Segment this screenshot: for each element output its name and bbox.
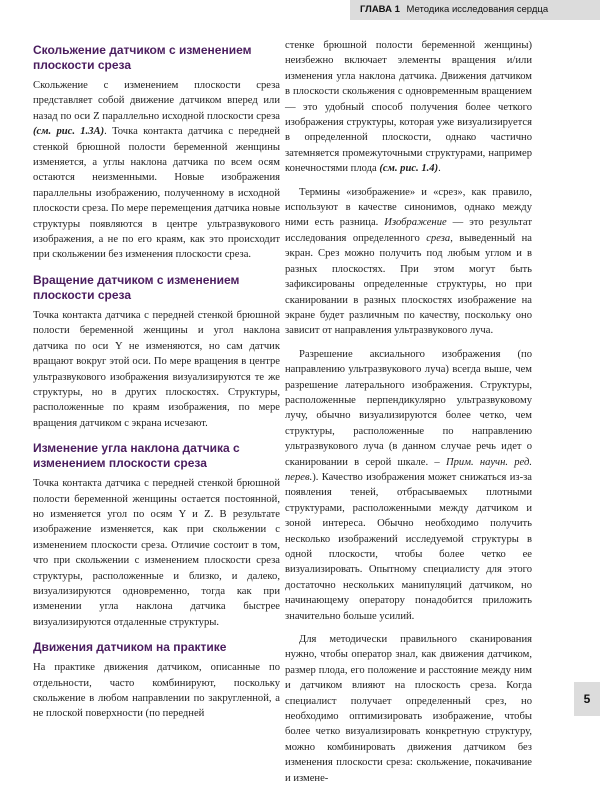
paragraph [285, 38, 532, 177]
section-tilt-with-plane-change [33, 441, 280, 630]
paragraph-text: ). Качество изображения может снижаться из-за появления теней, отбрасываемых плотными структурами, расположенными между датчиком и зоной интереса. Обычно необходимо получить несколько изображений исследуемой структуры в одной плоскости, чтобы более четко ее визуализировать. Опытному специалисту для этого достаточно нескольких манипуляций датчиком, но начинающему оператору понадобится приложить значительно больше усилий. [285, 471, 532, 622]
term-slice: среза [426, 232, 451, 244]
figure-reference: (см. рис. 1.4) [379, 163, 439, 175]
paragraph [285, 185, 532, 339]
page-number: 5 [574, 682, 600, 716]
paragraph: На практике движения датчиком, описанные по отдельности, часто комбинируют, поскольку скольжение в любом направлении по закругленной, а не плоской поверхности (по передней [33, 662, 280, 720]
chapter-header [350, 0, 600, 20]
figure-reference: (см. рис. 1.3А) [33, 126, 105, 138]
section-sliding-with-plane-change [33, 43, 280, 263]
paragraph-text: стенке брюшной полости беременной женщины) неизбежно включает элементы вращения и/или изменения угла наклона датчика. Движения датчиком в плоскости скольжения с одновременным вращением — это удобный способ получения более четкого изображения структуры, которая уже визуализируется в определенной плоскости, однако частично затемняется промежуточными структурами, например конечностями плода [285, 40, 532, 175]
paragraph-text: — это результат исследования определенного [285, 217, 532, 244]
section-heading: Изменение угла наклона датчика с изменением плоскости среза [33, 441, 240, 471]
chapter-title: Методика исследования сердца [406, 4, 549, 15]
chapter-label: ГЛАВА 1 [360, 4, 400, 15]
paragraph-text: . Точка контакта датчика с передней стенкой брюшной полости беременной женщины изменяется, а углы наклона датчика по всем осям остаются неизменными. Новые изображения параллельны изображению, полученному в исходной плоскости среза. По мере перемещения датчика новые структуры появляются в центре ультразвукового изображения, а не по его краям, как это происходит при скольжении без изменения плоскости среза. [33, 126, 280, 261]
paragraph-text: Скольжение с изменением плоскости среза представляет собой движение датчиком вперед или назад по оси Z параллельно исходной плоскости среза [33, 80, 280, 122]
paragraph-gap [285, 624, 532, 632]
paragraph [33, 78, 280, 263]
section-heading: Движения датчиком на практике [33, 640, 227, 655]
paragraph-gap [285, 177, 532, 185]
paragraph-text: Разрешение аксиального изображения (по направлению ультразвукового луча) всегда выше, чем разрешение латерального изображения. Структуры, расположенные перпендикулярно ультразвуковому лучу, обычно визуализируются более четко, чем структуры, расположенные по направлению ультразвукового луча (в данном случае речь идет о сканировании в серой шкале. – [285, 348, 532, 468]
editor-note: Прим. научн. ред. перев. [285, 456, 532, 483]
right-column [285, 38, 532, 786]
paragraph: Точка контакта датчика с передней стенкой брюшной полости беременной женщины и угол наклона датчика по оси Y не изменяются, но сам датчик вращают вокруг этой оси. По мере вращения в центре ультразвукового изображения визуализируются те же структуры, но в других плоскостях. Структуры, расположенные по краям изображения, по мере вращения датчиком с экрана исчезают. [33, 309, 280, 429]
paragraph-text: . [438, 163, 441, 175]
term-image: Изображение [384, 217, 447, 229]
section-heading: Вращение датчиком с изменением плоскости среза [33, 272, 240, 302]
paragraph: Для методически правильного сканирования нужно, чтобы оператор знал, как движения датчиком, размер плода, его положение и расстояние между ним и датчиком влияют на плоскость среза. Когда специалист получает определенный срез, но необходимо оптимизировать изображение, чтобы более четко визуализировать конкретную структуру, можно комбинировать движения датчиком без изменения плоскости среза: скольжение, покачивание и измене- [285, 634, 532, 784]
section-rotation-with-plane-change [33, 273, 280, 431]
paragraph-text: , выведенный на экран. Срез можно получить под любым углом и в разных плоскостях. При этом могут быть зафиксированы определенные структуры, но при сканировании в разных плоскостях изображение на экране будет различным по качеству, поскольку оно зависит от направления ультразвукового луча. [285, 232, 533, 337]
section-movements-in-practice [33, 640, 280, 722]
left-column [33, 40, 280, 732]
section-heading: Скольжение датчиком с изменением плоскости среза [33, 43, 252, 72]
paragraph [285, 347, 532, 624]
paragraph-text: Термины «изображение» и «срез», как правило, используют в качестве синонимов, однако между ними есть разница. [285, 186, 532, 229]
paragraph-gap [285, 339, 532, 347]
paragraph: Точка контакта датчика с передней стенкой брюшной полости беременной женщины остается постоянной, но изменяется угол по осям Y и Z. В результате изображение изменяется, как при скольжении с изменением плоскости среза. Отличие состоит в том, что при скольжении с изменением плоскости среза структуры, расположенные и близко, и далеко, визуализируются одновременно, тогда как при изменении угла наклона датчика быстрее визуализируются отдаленные структуры. [33, 478, 280, 628]
